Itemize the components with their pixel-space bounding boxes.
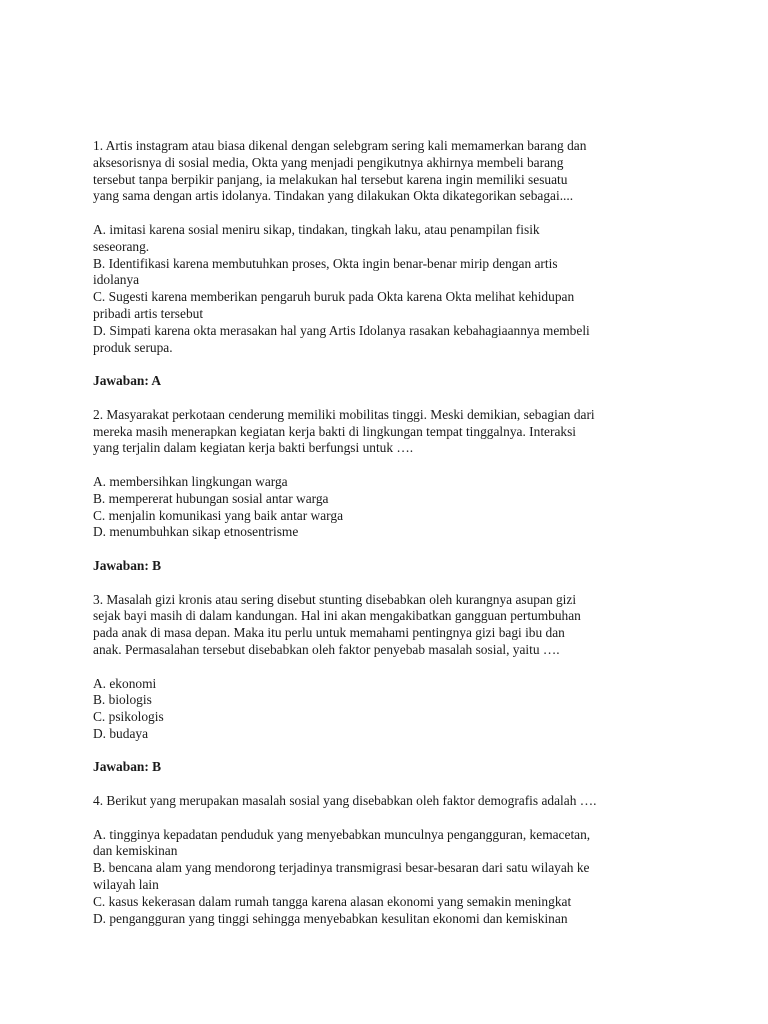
question-2-answer: Jawaban: B — [93, 557, 162, 573]
spacer — [93, 356, 683, 373]
question-3-options — [93, 676, 683, 743]
question-3 — [93, 592, 683, 794]
question-1-stem-line: 1. Artis instagram atau biasa dikenal dengan selebgram sering kali memamerkan barang dan — [93, 138, 587, 153]
question-1-option-line: idolanya — [93, 272, 140, 288]
question-2 — [93, 407, 683, 592]
question-3-answer: Jawaban: B — [93, 759, 162, 775]
question-2-stem-line: yang terjalin dalam kegiatan kerja bakti berfungsi untuk …. — [93, 440, 414, 456]
question-2-stem-line: 2. Masyarakat perkotaan cenderung memiliki mobilitas tinggi. Meski demikian, sebagian dari — [93, 406, 595, 422]
question-1 — [93, 138, 683, 407]
question-1-options — [93, 222, 683, 356]
question-2-stem-line: mereka masih menerapkan kegiatan kerja bakti di lingkungan tempat tinggalnya. Interaksi — [93, 423, 577, 439]
spacer — [93, 541, 683, 558]
question-3-option-line: C. psikologis — [93, 709, 164, 725]
question-1-option-line: produk serupa. — [93, 339, 173, 355]
question-4-option-line: A. tingginya kepadatan penduduk yang menyebabkan munculnya pengangguran, kemacetan, — [93, 826, 591, 842]
question-4-option-line: D. pengangguran yang tinggi sehingga menyebabkan kesulitan ekonomi dan kemiskinan — [93, 910, 568, 926]
spacer — [93, 457, 683, 474]
question-4-option-line: wilayah lain — [93, 877, 159, 893]
question-3-option-line: A. ekonomi — [93, 675, 157, 691]
question-3-stem-line: anak. Permasalahan tersebut disebabkan oleh faktor penyebab masalah sosial, yaitu …. — [93, 641, 560, 657]
question-1-stem-line: yang sama dengan artis idolanya. Tindakan yang dilakukan Okta dikategorikan sebagai.... — [93, 188, 574, 204]
spacer — [93, 205, 683, 222]
question-1-stem-line: tersebut tanpa berpikir panjang, ia melakukan hal tersebut karena ingin memiliki sesuatu — [93, 171, 568, 187]
question-3-option-line: D. budaya — [93, 725, 149, 741]
question-4-option-line: C. kasus kekerasan dalam rumah tangga karena alasan ekonomi yang semakin meningkat — [93, 893, 572, 909]
question-2-option-line: A. membersihkan lingkungan warga — [93, 473, 288, 489]
question-2-stem — [93, 407, 683, 457]
question-4-option-line: dan kemiskinan — [93, 843, 178, 859]
spacer — [93, 743, 683, 760]
question-4-option-line: B. bencana alam yang mendorong terjadinya transmigrasi besar-besaran dari satu wilayah ke — [93, 860, 590, 876]
question-1-answer: Jawaban: A — [93, 373, 162, 389]
question-1-option-line: pribadi artis tersebut — [93, 305, 204, 321]
spacer — [93, 659, 683, 676]
spacer — [93, 390, 683, 407]
document-page — [93, 138, 683, 927]
question-2-option-line: D. menumbuhkan sikap etnosentrisme — [93, 524, 299, 540]
question-4 — [93, 793, 683, 927]
question-3-stem-line: pada anak di masa depan. Maka itu perlu untuk memahami pentingnya gizi bagi ibu dan — [93, 625, 565, 641]
question-3-stem-line: 3. Masalah gizi kronis atau sering disebut stunting disebabkan oleh kurangnya asupan gizi — [93, 591, 577, 607]
question-4-stem — [93, 793, 683, 810]
question-3-option-line: B. biologis — [93, 692, 152, 708]
question-1-stem — [93, 138, 683, 205]
question-3-stem — [93, 592, 683, 659]
question-2-options — [93, 474, 683, 541]
question-1-option-line: D. Simpati karena okta merasakan hal yang Artis Idolanya rasakan kebahagiaannya membeli — [93, 322, 590, 338]
spacer — [93, 776, 683, 793]
question-2-option-line: B. mempererat hubungan sosial antar warga — [93, 490, 329, 506]
question-1-stem-line: aksesorisnya di sosial media, Okta yang menjadi pengikutnya akhirnya membeli barang — [93, 154, 564, 170]
spacer — [93, 810, 683, 827]
question-1-option-line: B. Identifikasi karena membutuhkan proses, Okta ingin benar-benar mirip dengan artis — [93, 255, 558, 271]
spacer — [93, 575, 683, 592]
question-1-option-line: A. imitasi karena sosial meniru sikap, tindakan, tingkah laku, atau penampilan fisik — [93, 221, 540, 237]
question-1-option-line: seseorang. — [93, 238, 150, 254]
question-3-stem-line: sejak bayi masih di dalam kandungan. Hal ini akan mengakibatkan gangguan pertumbuhan — [93, 608, 581, 624]
question-4-options — [93, 827, 683, 928]
question-1-option-line: C. Sugesti karena memberikan pengaruh buruk pada Okta karena Okta melihat kehidupan — [93, 289, 575, 305]
question-2-option-line: C. menjalin komunikasi yang baik antar warga — [93, 507, 344, 523]
question-4-stem-line: 4. Berikut yang merupakan masalah sosial yang disebabkan oleh faktor demografis adalah …. — [93, 793, 597, 809]
